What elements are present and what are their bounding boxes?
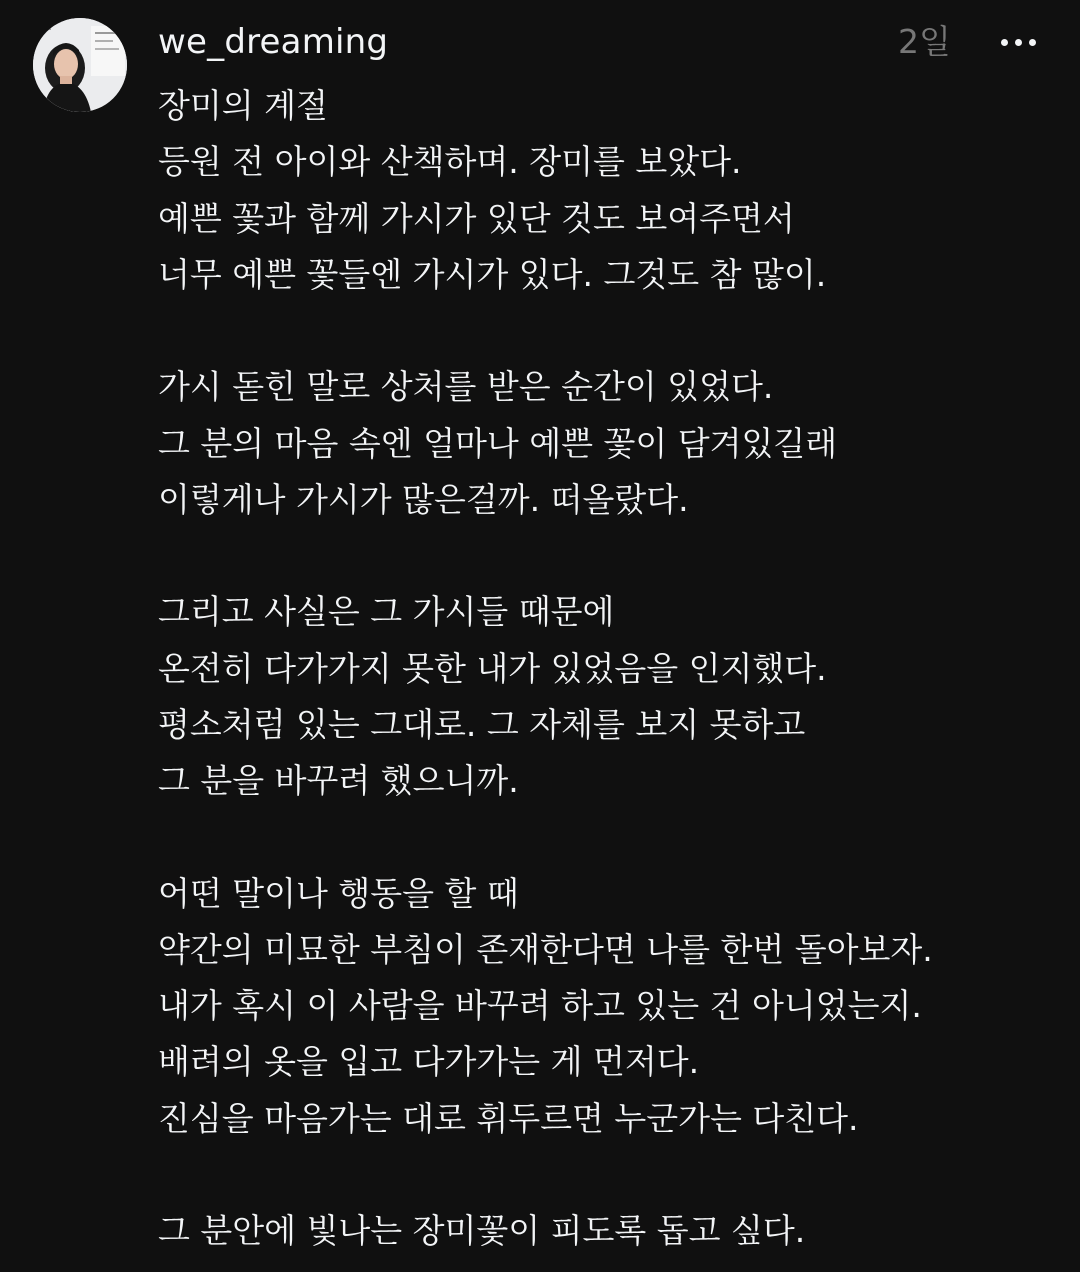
post-line: 온전히 다가가지 못한 내가 있었음을 인지했다. bbox=[158, 648, 827, 688]
post-line: 약간의 미묘한 부침이 존재한다면 나를 한번 돌아보자. bbox=[158, 929, 933, 969]
post-line: 배려의 옷을 입고 다가가는 게 먼저다. bbox=[158, 1042, 700, 1082]
more-horizontal-icon-dot-1 bbox=[1001, 39, 1008, 46]
more-horizontal-icon-dot-2 bbox=[1015, 39, 1022, 46]
post-body bbox=[158, 78, 1058, 1259]
post-line: 그리고 사실은 그 가시들 때문에 bbox=[158, 592, 615, 632]
post-line: 가시 돋힌 말로 상처를 받은 순간이 있었다. bbox=[158, 367, 774, 407]
post-line: 그 분을 바꾸려 했으니까. bbox=[158, 761, 519, 800]
profile-photo bbox=[33, 18, 127, 112]
post-line: 내가 혹시 이 사람을 바꾸려 하고 있는 건 아니었는지. bbox=[158, 986, 922, 1025]
avatar[interactable] bbox=[33, 18, 127, 112]
username[interactable]: we_dreaming bbox=[158, 22, 389, 62]
paragraph-spacer bbox=[158, 1147, 1058, 1203]
post-line: 그 분안에 빛나는 장미꽃이 피도록 돕고 싶다. bbox=[158, 1211, 806, 1250]
post-timestamp: 2일 bbox=[898, 22, 951, 61]
paragraph-spacer bbox=[158, 809, 1058, 865]
more-horizontal-icon-dot-3 bbox=[1029, 39, 1036, 46]
more-options-button[interactable] bbox=[994, 26, 1042, 58]
post-line: 장미의 계절 bbox=[158, 86, 328, 125]
post-line: 진심을 마음가는 대로 휘두르면 누군가는 다친다. bbox=[158, 1098, 859, 1138]
paragraph-spacer bbox=[158, 303, 1058, 359]
post-line: 평소처럼 있는 그대로. 그 자체를 보지 못하고 bbox=[158, 704, 806, 744]
post-line: 그 분의 마음 속엔 얼마나 예쁜 꽃이 담겨있길래 bbox=[158, 423, 838, 463]
post-line: 예쁜 꽃과 함께 가시가 있단 것도 보여주면서 bbox=[158, 198, 795, 238]
paragraph-spacer bbox=[158, 528, 1058, 584]
post-line: 등원 전 아이와 산책하며. 장미를 보았다. bbox=[158, 142, 742, 182]
post-line: 이렇게나 가시가 많은걸까. 떠올랐다. bbox=[158, 479, 689, 519]
post-line: 너무 예쁜 꽃들엔 가시가 있다. 그것도 참 많이. bbox=[158, 254, 827, 294]
post-line: 어떤 말이나 행동을 할 때 bbox=[158, 873, 519, 913]
